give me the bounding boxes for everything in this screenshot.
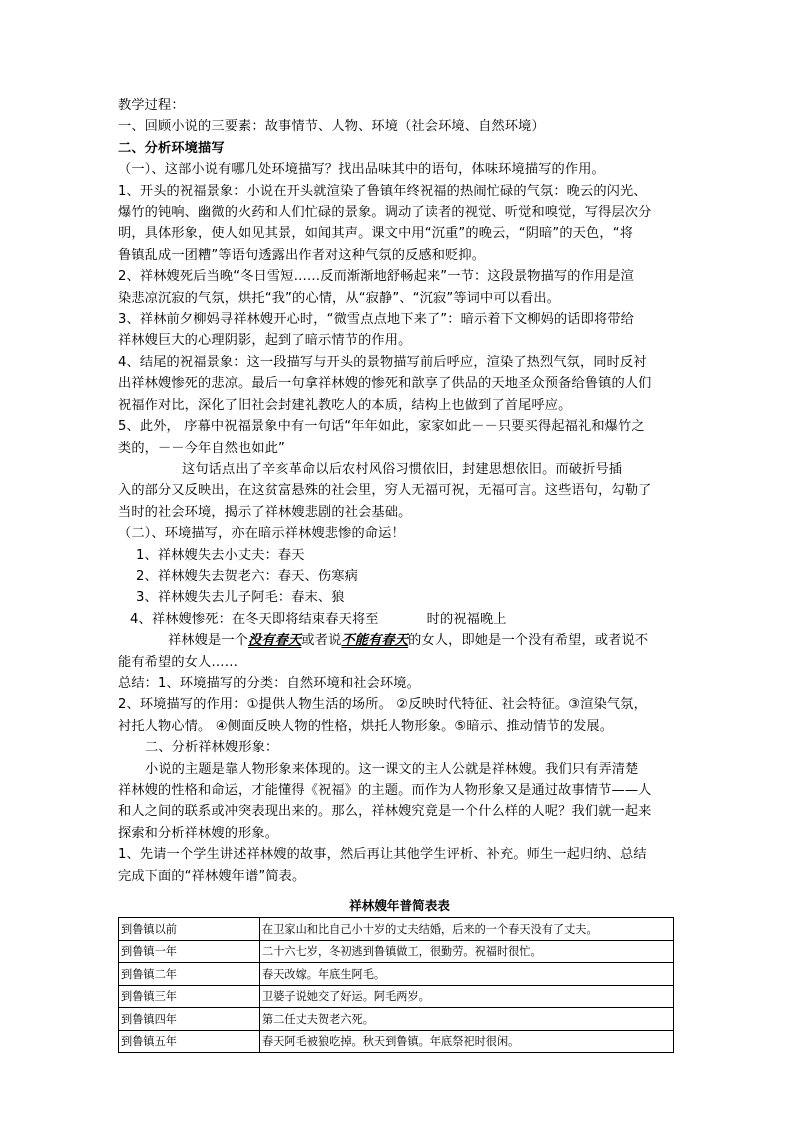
para7-line: 小说的主题是靠人物形象来体现的。这一课文的主人公就是祥林嫂。我们只有弄清楚 [145, 761, 639, 777]
table-cell-event: 二十六七岁，冬初逃到鲁镇做工，很勤劳。祝福时很忙。 [260, 940, 674, 963]
part1-line: 一、回顾小说的三要素：故事情节、人物、环境（社会环境、自然环境） [118, 119, 545, 135]
para2-line: 染悲凉沉寂的气氛，烘托“我”的心情，从“寂静”、“沉寂”等词中可以看出。 [118, 290, 561, 306]
table-cell-period: 到鲁镇五年 [119, 1030, 260, 1053]
table-row [119, 963, 674, 986]
para7-line: 祥林嫂的性格和命运，才能懂得《祝福》的主题。而作为人物形象又是通过故事情节——人 [118, 783, 652, 798]
para1-line: 明，具体形象，使人如见其景，如闻其声。课文中用“沉重”的晚云，“阴暗”的天色，“将 [118, 226, 634, 242]
table-cell-period: 到鲁镇以前 [119, 918, 260, 941]
table-cell-period: 到鲁镇三年 [119, 985, 260, 1008]
para7-line: 和人之间的联系或冲突表现出来的。那么，祥林嫂究竟是一个什么样的人呢？我们就一起来 [118, 804, 652, 820]
conclusion-1: 总结：1、环境描写的分类：自然环境和社会环境。 [118, 675, 420, 691]
para5-line: 5、此外， 序幕中祝福景象中有一句话“年年如此，家家如此－－只要买得起福礼和爆竹之 [118, 419, 645, 435]
para1-line: 鲁镇乱成一团糟”等语句透露出作者对这种气氛的反感和贬抑。 [118, 247, 486, 263]
para4-line: 祝福作对比，深化了旧社会封建礼教吃人的本质，结构上也做到了首尾呼应。 [118, 397, 572, 413]
table-cell-event: 第二任丈夫贺老六死。 [260, 1008, 674, 1031]
fate-item: 3、祥林嫂失去儿子阿毛：春末、狼 [136, 590, 345, 606]
para7-line: 探索和分析祥林嫂的形象。 [118, 825, 279, 841]
fate-item-4: 4、祥林嫂惨死：在冬天即将结束春天将至 时的祝福晚上 [130, 611, 507, 627]
table-cell-event: 春天改嫁。年底生阿毛。 [260, 963, 674, 986]
para1-line: 1、开头的祝福景象：小说在开头就渲染了鲁镇年终祝福的热闹忙碌的气氛：晚云的闪光、 [118, 183, 647, 199]
table-cell-event: 在卫家山和比自己小十岁的丈夫结婚，后来的一个春天没有了丈夫。 [260, 918, 674, 941]
document-page [118, 95, 678, 1053]
emphasis-no-spring: 没有春天 [248, 633, 302, 649]
table-row [119, 918, 674, 941]
para8-line: 完成下面的“祥林嫂年谱”简表。 [118, 868, 306, 884]
para5-line: 类的，－－今年自然也如此” [118, 440, 286, 456]
table-row [119, 985, 674, 1008]
part3-title: 二、分析祥林嫂形象： [145, 740, 279, 756]
heading: 教学过程： [118, 98, 185, 113]
part2-title: 二、分析环境描写 [118, 140, 225, 156]
table-caption: 祥林嫂年普简表表 [349, 898, 450, 914]
chronology-table [118, 917, 674, 1053]
summary-line: 祥林嫂是一个没有春天或者说不能有春天的女人，即她是一个没有希望，或者说不 [168, 633, 649, 649]
emphasis-cannot-spring: 不能有春天 [341, 633, 409, 649]
table-cell-period: 到鲁镇一年 [119, 940, 260, 963]
para1-line: 爆竹的钝响、幽微的火药和人们忙碌的景象。调动了读者的视觉、听觉和嗅觉，写得层次分 [118, 205, 652, 221]
conclusion-2: 2、环境描写的作用：①提供人物生活的场所。 ②反映时代特征、社会特征。③渲染气氛， [118, 697, 647, 713]
para6-line: 这句话点出了辛亥革命以后农村风俗习惯依旧，封建思想依旧。而破折号插 [182, 461, 623, 477]
table-row [119, 940, 674, 963]
question-2: （二）、环境描写，亦在暗示祥林嫂悲惨的命运！ [118, 526, 405, 542]
para2-line: 2、祥林嫂死后当晚“冬日雪短……反而渐渐地舒畅起来”一节：这段景物描写的作用是渲 [118, 269, 634, 285]
para3-line: 3、祥林前夕柳妈寻祥林嫂开心时，“微雪点点地下来了”：暗示着下文柳妈的话即将带给 [118, 312, 634, 328]
para3-line: 祥林嫂巨大的心理阴影，起到了暗示情节的作用。 [118, 333, 412, 349]
para8-line: 1、先请一个学生讲述祥林嫂的故事，然后再让其他学生评析、补充。师生一起归纳、总结 [118, 847, 647, 863]
summary-line: 能有希望的女人…… [118, 654, 239, 670]
table-cell-event: 卫婆子说她交了好运。阿毛两岁。 [260, 985, 674, 1008]
table-cell-period: 到鲁镇二年 [119, 963, 260, 986]
fate-item: 2、祥林嫂失去贺老六：春天、伤寒病 [136, 568, 358, 584]
table-cell-event: 春天阿毛被狼吃掉。秋天到鲁镇。年底祭祀时很闲。 [260, 1030, 674, 1053]
para6-line: 入的部分又反映出，在这贫富悬殊的社会里，穷人无福可祝，无福可言。这些语句，勾勒了 [118, 483, 652, 499]
fate-item: 1、祥林嫂失去小丈夫：春天 [136, 547, 305, 563]
table-row [119, 1030, 674, 1053]
table-row [119, 1008, 674, 1031]
para6-line: 当时的社会环境，揭示了祥林嫂悲剧的社会基础。 [118, 504, 412, 520]
para4-line: 出祥林嫂惨死的悲凉。最后一句拿祥林嫂的惨死和歆享了供品的天地圣众预备给鲁镇的人们 [118, 376, 652, 392]
table-cell-period: 到鲁镇四年 [119, 1008, 260, 1031]
para4-line: 4、结尾的祝福景象：这一段描写与开头的景物描写前后呼应，渲染了热烈气氛，同时反衬 [118, 354, 647, 370]
conclusion-2: 衬托人物心情。 ④侧面反映人物的性格，烘托人物形象。⑤暗示、推动情节的发展。 [118, 718, 614, 734]
question-1: （一）、这部小说有哪几处环境描写？找出品味其中的语句，体味环境描写的作用。 [118, 162, 605, 178]
